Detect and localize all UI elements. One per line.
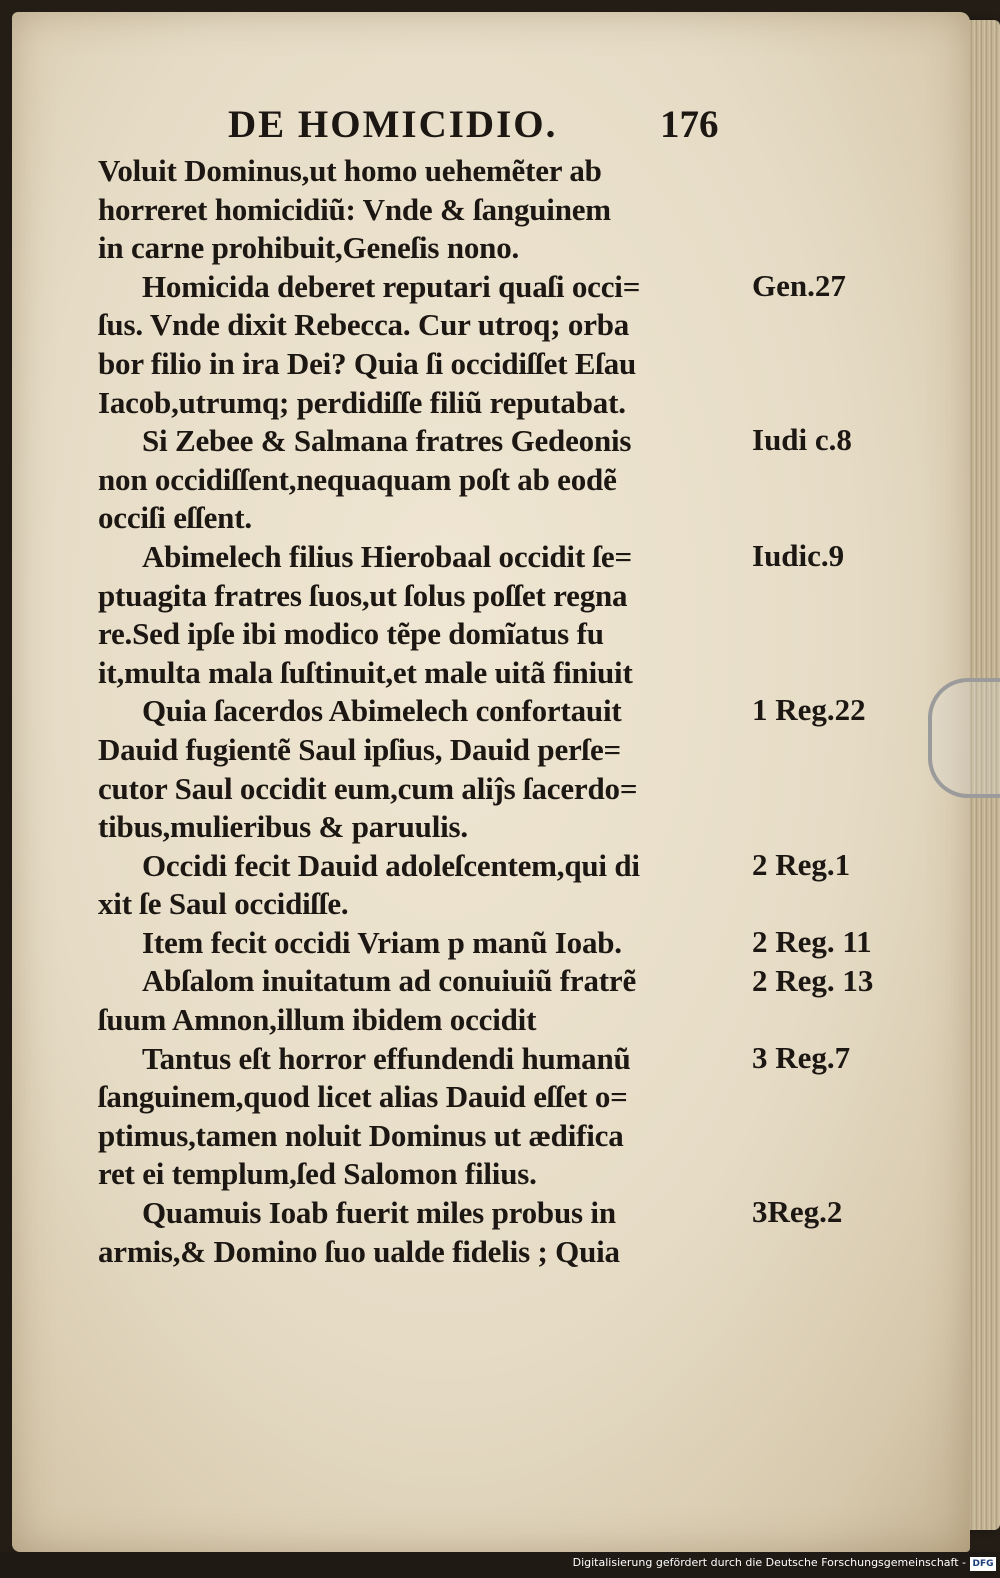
- text-line: xit ſe Saul occidiſſe.: [98, 886, 349, 922]
- margin-note: 3 Reg.7: [752, 1039, 851, 1075]
- text-line: in carne prohibuit,Geneſis nono.: [98, 230, 520, 266]
- text-line: Si Zebee & Salmana fratres Gedeonis: [142, 423, 632, 459]
- margin-note: 3Reg.2: [752, 1194, 843, 1230]
- text-line: Dauid fugientẽ Saul ipſius, Dauid perſe=: [98, 731, 621, 767]
- text-line: armis,& Domino ſuo ualde fidelis ; Quia: [98, 1233, 620, 1269]
- text-line: Quamuis Ioab fuerit miles probus in: [142, 1195, 616, 1231]
- text-line: Voluit Dominus,ut homo uehemẽter ab: [98, 153, 602, 188]
- margin-note: 2 Reg. 11: [752, 924, 872, 959]
- margin-note: 2 Reg.1: [752, 846, 851, 882]
- text-line: re.Sed ipſe ibi modico tẽpe domĩatus fu: [98, 616, 604, 652]
- margin-note: Iudic.9: [752, 538, 845, 573]
- page-clip: [928, 678, 1000, 798]
- text-line: Homicida deberet reputari quaſi occi=: [142, 268, 641, 304]
- text-line: Abimelech filius Hierobaal occidit ſe=: [142, 538, 632, 574]
- running-title: DE HOMICIDIO.: [228, 103, 558, 146]
- text-line: non occidiſſent,nequaquam poſt ab eodẽ: [98, 461, 617, 497]
- text-line: it,multa mala ſuſtinuit,et male uitã finiuit: [98, 654, 633, 690]
- text-line: horreret homicidiũ: Vnde & ſanguinem: [98, 191, 611, 227]
- text-line: ret ei templum,ſed Salomon filius.: [98, 1156, 537, 1192]
- text-line: Quia ſacerdos Abimelech confortauit: [142, 693, 622, 729]
- text-line: ſus. Vnde dixit Rebecca. Cur utroq; orba: [98, 307, 630, 343]
- margin-note: 2 Reg. 13: [752, 962, 874, 998]
- body-text: [98, 152, 758, 1271]
- text-line: cutor Saul occidit eum,cum aliĵs ſacerdo=: [98, 770, 638, 806]
- text-line: occiſi eſſent.: [98, 500, 252, 536]
- text-line: Tantus eſt horror effundendi humanũ: [142, 1040, 631, 1076]
- text-line: ptimus,tamen noluit Dominus ut ædifica: [98, 1117, 624, 1153]
- text-line: Abſalom inuitatum ad conuiuiũ fratrẽ: [142, 963, 637, 999]
- digitization-credit: Digitalisierung gefördert durch die Deutsche Forschungsgemeinschaft -: [572, 1556, 966, 1569]
- text-line: ſuum Amnon,illum ibidem occidit: [98, 1002, 537, 1038]
- text-line: Item fecit occidi Vriam p manũ Ioab.: [142, 924, 622, 960]
- text-line: Occidi fecit Dauid adoleſcentem,qui di: [142, 847, 640, 883]
- page-number: 176: [660, 103, 719, 146]
- dfg-logo: DFG: [970, 1557, 996, 1571]
- text-line: ſanguinem,quod licet alias Dauid eſſet o=: [98, 1079, 628, 1115]
- margin-note: 1 Reg.22: [752, 692, 866, 728]
- margin-note: Iudi c.8: [752, 422, 852, 458]
- page-header: [200, 102, 760, 152]
- text-line: ptuagita fratres ſuos,ut ſolus poſſet regna: [98, 577, 628, 613]
- text-line: bor filio in ira Dei? Quia ſi occidiſſet Eſau: [98, 345, 637, 381]
- text-line: tibus,mulieribus & paruulis.: [98, 809, 468, 845]
- margin-notes: [752, 0, 932, 1500]
- margin-note: Gen.27: [752, 267, 846, 303]
- text-line: Iacob,utrumq; perdidiſſe filiũ reputabat.: [98, 384, 626, 420]
